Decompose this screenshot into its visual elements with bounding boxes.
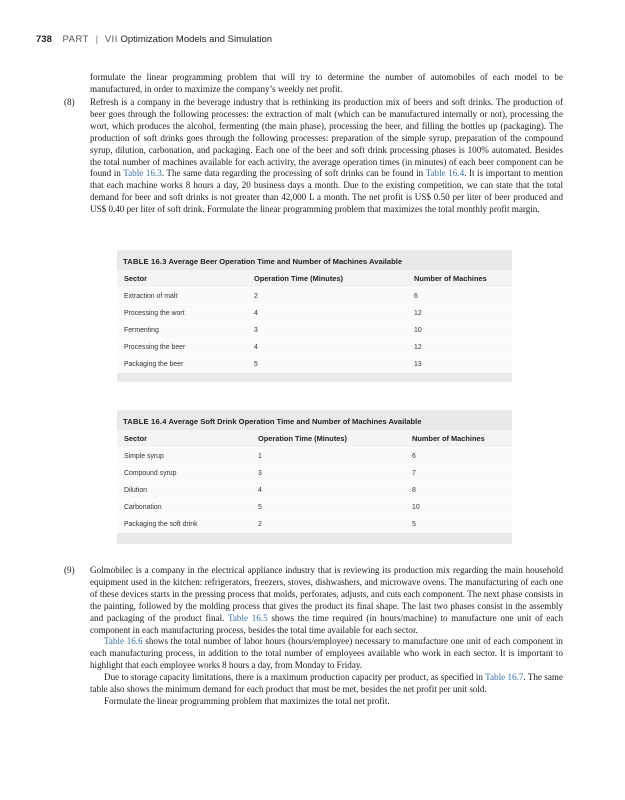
table-row [117,339,512,356]
table-cell: Packaging the beer [124,361,184,369]
part-roman: VII [104,34,118,45]
table-cell: 5 [412,521,416,529]
table-caption [117,250,512,270]
text-segment: . The same data regarding the processing of soft drinks can be found in [161,168,426,179]
column-header: Sector [124,274,148,283]
table-cell: 3 [254,326,258,334]
continuation-paragraph: formulate the linear programming problem that will try to determine the number of automobiles of each model to be manufactured, in order to maximize the company’s weekly net profit. [90,72,563,94]
table-row [117,304,512,321]
paragraph [90,565,563,636]
table-title: Average Beer Operation Time and Number of Machines Available [168,257,403,266]
table-cell: 6 [412,452,416,460]
text-segment: Refresh is a company in the beverage industry that is rethinking its production mix of beers and soft drinks. The production of beer goes through the following processes: the extraction of malt (which can be manufactured internally or not), processing the wort, which produces the alcohol, fermenting (the main phase), processing the beer, and filling the bottles up (packaging). The production of soft drinks goes through the following processes: preparation of the simple syrup, preparation of the compound syrup, dilution, carbonation, and packaging. Each one of the beer and soft drink processing phases is 100% automated. Besides the total number of machines available for each activity, the average operation times (in minutes) of each beer component can be found in [90,97,563,179]
exercise-8-text [90,97,563,216]
table-cell: Dilution [124,486,147,494]
table-cell: 2 [254,292,258,300]
column-header: Operation Time (Minutes) [258,434,347,443]
table-cell: 5 [258,504,262,512]
table-row [117,356,512,373]
table-cell: Carbonation [124,504,162,512]
column-header: Operation Time (Minutes) [254,274,343,283]
part-label: PART [62,34,89,45]
paragraph [90,636,563,672]
table-cell: Packaging the soft drink [124,521,198,529]
column-header: Sector [124,434,148,443]
table-row [117,321,512,338]
table-row [117,481,512,498]
table-cell: Extraction of malt [124,292,178,300]
table-16-4-link[interactable]: Table 16.4 [425,168,465,179]
table-cell: Processing the wort [124,309,185,317]
table-label: TABLE 16.3 [123,257,167,266]
table-cell: Processing the beer [124,344,186,352]
exercise-9-text [90,565,563,708]
table-16-4 [117,410,512,544]
table-cell: 3 [258,469,262,477]
page-number: 738 [36,34,52,45]
paragraph [90,672,563,696]
header-separator: | [95,34,99,45]
table-cell: Simple syrup [124,452,164,460]
table-row [117,447,512,464]
exercise-9 [64,565,563,708]
exercise-8 [64,97,563,216]
column-header: Number of Machines [414,274,487,283]
column-header: Number of Machines [412,434,485,443]
text-segment: . The same table also shows the minimum demand for each product that must be met, besides the net profit per unit sold. [90,672,563,695]
table-16-6-link[interactable]: Table 16.6 [104,636,143,647]
table-cell: Fermenting [124,326,159,334]
text-segment: Golmobilec is a company in the electrical appliance industry that is reviewing its production mix regarding the main household equipment used in the kitchen: refrigerators, freezers, stoves, dishwashers, and microwave ovens. The manufacturing of each one of these devices starts in the pressing process that molds, perforates, adjusts, and cuts each component. The next phase consists in the painting, followed by the molding process that gives the product its final shape. The last two phases consist in the assembly and packaging of the product final. [90,565,563,623]
exercise-label: (9) [64,565,75,575]
table-16-5-link[interactable]: Table 16.5 [227,612,268,623]
table-cell: 4 [258,486,262,494]
table-cell: 5 [254,361,258,369]
table-row [117,499,512,516]
table-cell: 7 [412,469,416,477]
table-header-row [117,430,512,447]
table-cell: 10 [412,504,420,512]
chapter-title: Optimization Models and Simulation [120,34,273,45]
table-label: TABLE 16.4 [123,417,167,426]
table-16-3-link[interactable]: Table 16.3 [123,168,162,179]
text-segment: . It is important to mention that each machine works 8 hours a day, 20 business days a month. Due to the existing competition, we can state that the total demand for beer and soft drinks is not greater than 42,000 L a month. The net profit is US$ 0.50 per liter of beer produced and US$ 0.40 per liter of soft drink. Formulate the linear programming problem that maximizes the total monthly profit margin. [90,168,563,215]
text-segment: shows the total number of labor hours (hours/employee) necessary to manufacture one unit of each component in each manufacturing process, in addition to the total number of employees available who work in each sector. It is important to highlight that each employee works 8 hours a day, from Monday to Friday. [90,636,563,671]
paragraph: Formulate the linear programming problem that maximizes the total net profit. [104,695,390,706]
running-header [36,34,272,45]
table-cell: 1 [258,452,262,460]
table-cell: 13 [414,361,422,369]
table-cell: 4 [254,309,258,317]
table-cell: Compound syrup [124,469,177,477]
table-cell: 12 [414,344,422,352]
table-title: Average Soft Drink Operation Time and Number of Machines Available [168,417,422,426]
table-cell: 10 [414,326,422,334]
table-16-7-link[interactable]: Table 16.7 [485,672,524,683]
table-cell: 12 [414,309,422,317]
table-cell: 4 [254,344,258,352]
table-cell: 8 [412,486,416,494]
table-cell: 2 [258,521,262,529]
table-header-row [117,270,512,287]
text-segment: Due to storage capacity limitations, there is a maximum production capacity per product, as specified in [104,672,486,683]
table-row [117,516,512,533]
table-row [117,464,512,481]
table-cell: 6 [414,292,418,300]
table-16-3 [117,250,512,382]
table-row [117,287,512,304]
table-caption [117,410,512,430]
exercise-label: (8) [64,97,75,107]
text-segment: shows the time required (in hours/machine) to manufacture one unit of each component in each manufacturing process, besides the total time available for each sector. [90,612,563,635]
